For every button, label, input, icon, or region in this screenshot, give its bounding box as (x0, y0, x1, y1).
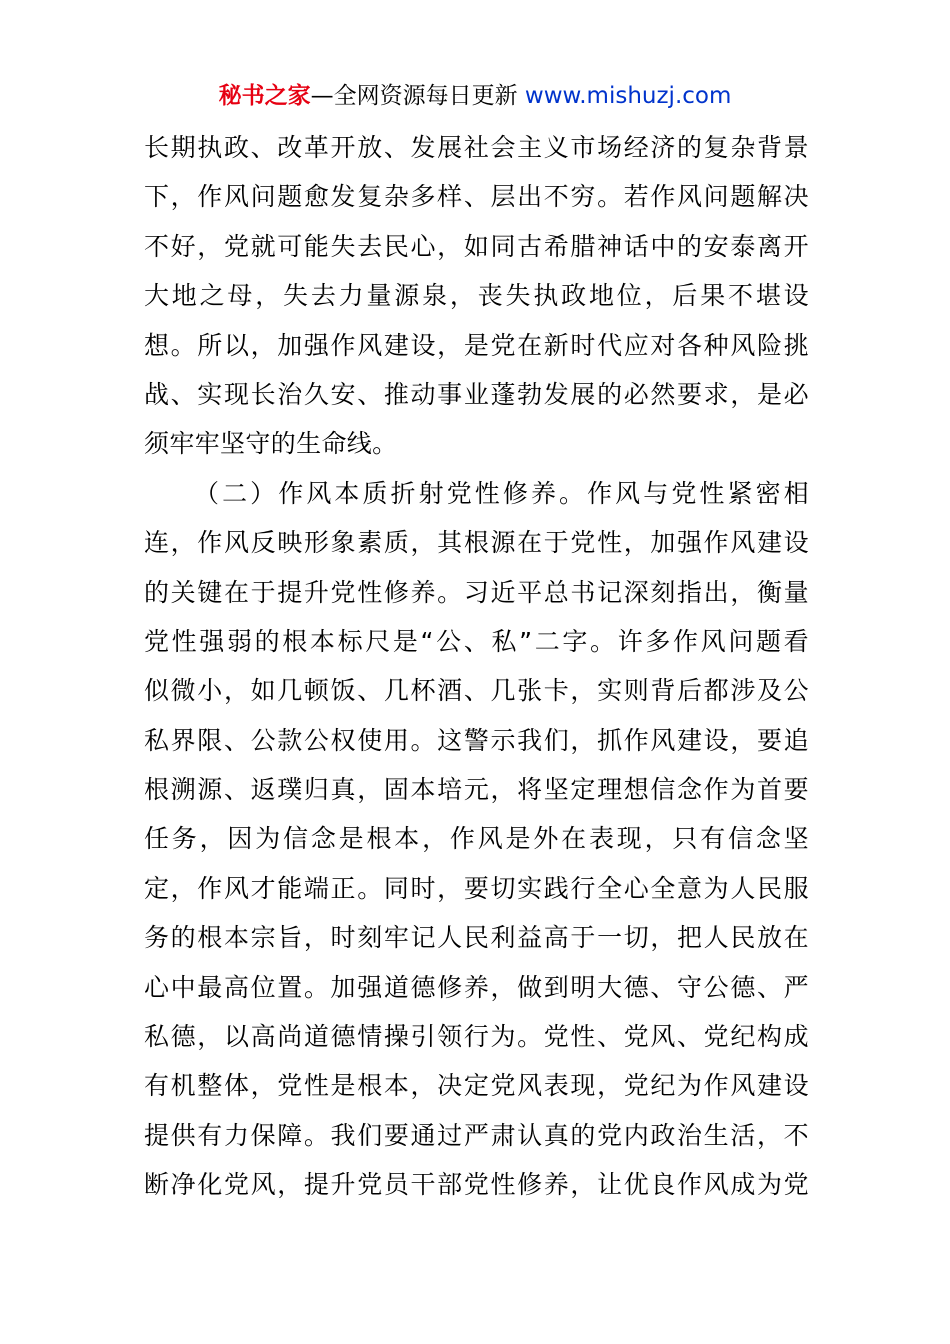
text-line: 务的根本宗旨，时刻牢记人民利益高于一切，把人民放在 (144, 923, 809, 953)
text-line: 大地之母，失去力量源泉，丧失执政地位，后果不堪设 (144, 281, 809, 311)
text-line: 断净化党风，提升党员干部党性修养，让优良作风成为党 (144, 1170, 809, 1200)
site-brand: 秘书之家 (218, 83, 311, 109)
text-line: 心中最高位置。加强道德修养，做到明大德、守公德、严 (144, 972, 809, 1002)
text-line: 党性强弱的根本标尺是“公、私”二字。许多作风问题看 (144, 626, 809, 656)
paragraph (144, 123, 809, 469)
text-line: 想。所以，加强作风建设，是党在新时代应对各种风险挑 (144, 330, 809, 360)
document-body (144, 123, 809, 1210)
text-line: 连，作风反映形象素质，其根源在于党性，加强作风建设 (144, 528, 809, 558)
site-url-link[interactable]: www.mishuzj.com (524, 83, 732, 109)
text-line: 任务，因为信念是根本，作风是外在表现，只有信念坚 (144, 824, 809, 854)
text-line: 提供有力保障。我们要通过严肃认真的党内政治生活，不 (144, 1120, 809, 1150)
site-tagline: —全网资源每日更新 (310, 83, 525, 109)
text-line: 战、实现长治久安、推动事业蓬勃发展的必然要求，是必 (144, 379, 809, 409)
text-line: 须牢牢坚守的生命线。 (144, 429, 398, 459)
text-line: 根溯源、返璞归真，固本培元，将坚定理想信念作为首要 (144, 775, 809, 805)
text-line: 的关键在于提升党性修养。习近平总书记深刻指出，衡量 (144, 577, 809, 607)
site-header (0, 80, 950, 112)
text-line: 私德，以高尚道德情操引领行为。党性、党风、党纪构成 (144, 1022, 809, 1052)
text-line: （二）作风本质折射党性修养。作风与党性紧密相 (194, 478, 809, 508)
text-line: 长期执政、改革开放、发展社会主义市场经济的复杂背景 (144, 133, 809, 162)
text-line: 似微小，如几顿饭、几杯酒、几张卡，实则背后都涉及公 (144, 676, 809, 706)
text-line: 私界限、公款公权使用。这警示我们，抓作风建设，要追 (144, 725, 809, 755)
text-line: 下，作风问题愈发复杂多样、层出不穷。若作风问题解决 (144, 182, 809, 212)
paragraph (144, 469, 809, 1210)
text-line: 有机整体，党性是根本，决定党风表现，党纪为作风建设 (144, 1071, 809, 1101)
text-line: 定，作风才能端正。同时，要切实践行全心全意为人民服 (144, 873, 809, 903)
text-line: 不好，党就可能失去民心，如同古希腊神话中的安泰离开 (144, 231, 809, 261)
